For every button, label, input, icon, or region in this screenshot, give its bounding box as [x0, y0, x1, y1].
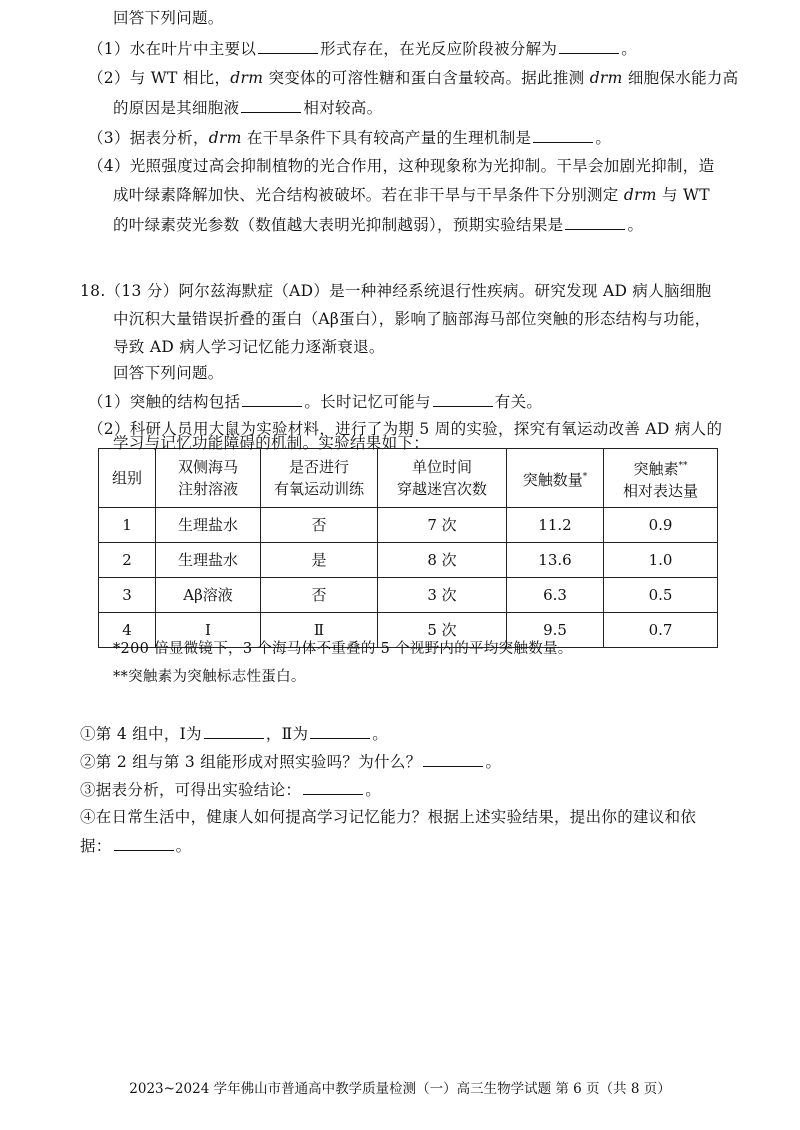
cell-exercise: Ⅱ: [261, 613, 378, 648]
subq-2: [80, 750, 501, 773]
subq-2-text-a: ②第 2 组与第 3 组能形成对照实验吗？为什么？: [80, 753, 422, 771]
table-note-2: [113, 666, 306, 688]
header-syn-star: **: [678, 460, 688, 471]
cell-exercise: 否: [261, 508, 378, 543]
header-syn-line2: 相对表达量: [622, 481, 698, 500]
q18-l4-text: 回答下列问题。: [113, 364, 224, 382]
q17-p1-text-b: 形式存在，在光反应阶段被分解为: [320, 40, 558, 58]
q18-stem-line3: [113, 336, 385, 358]
q18-l2-text: 中沉积大量错误折叠的蛋白（Aβ蛋白），影响了脑部海马部位突触的形态结构与功能，: [113, 310, 711, 328]
subq-4-line2: [80, 834, 191, 857]
cell-exercise: 否: [261, 578, 378, 613]
cell-synaptophysin: 0.9: [604, 508, 718, 543]
page-footer: [0, 1079, 800, 1099]
q18-s1-text-a: （1）突触的结构包括: [88, 393, 241, 411]
subq-3: [80, 778, 381, 801]
q18-sub1: [88, 390, 542, 413]
q18-s1-text-b: 。长时记忆可能与: [304, 393, 431, 411]
q17-part3: [88, 126, 611, 149]
q17-part4-line1: [88, 155, 714, 177]
cell-maze: 7 次: [378, 508, 507, 543]
table-row: [99, 578, 718, 613]
table-note-1-text: *200 倍显微镜下，3 个海马体不重叠的 5 个视野内的平均突触数量。: [113, 641, 573, 657]
q17-p2-drm: drm: [230, 69, 264, 87]
experiment-table: [98, 448, 718, 648]
answer-blank[interactable]: [242, 390, 302, 407]
q18-s1-text-c: 有关。: [494, 393, 543, 411]
q18-stem-line2: [113, 308, 711, 330]
answer-blank[interactable]: [559, 37, 619, 54]
header-syn-line1: 突触素: [633, 459, 679, 478]
header-group-text: 组别: [111, 469, 142, 487]
q17-p2-text-e: 细胞保水能力高: [622, 69, 739, 87]
q17-part2-line2: [113, 96, 382, 119]
cell-synaptophysin: 0.7: [604, 613, 718, 648]
answer-blank[interactable]: [204, 722, 264, 739]
cell-synaptophysin: 1.0: [604, 543, 718, 578]
q17-p4-text-a: （4）光照强度过高会抑制植物的光合作用，这种现象称为光抑制。干旱会加剧光抑制，造: [88, 157, 715, 175]
header-exercise: [261, 449, 378, 508]
table-header-row: [99, 449, 718, 508]
q18-stem-line1: [80, 280, 711, 302]
q17-p2-text-f: 的原因是其细胞液: [113, 99, 240, 117]
subq-1-text-a: ①第 4 组中，Ⅰ为: [80, 725, 202, 743]
answer-blank[interactable]: [241, 96, 301, 113]
cell-solution: 生理盐水: [156, 543, 261, 578]
q18-l1-text: 18.（13 分）阿尔兹海默症（AD）是一种神经系统退行性疾病。研究发现 AD 病人脑细胞: [80, 282, 712, 300]
subq-3-text-a: ③据表分析，可得出实验结论：: [80, 781, 302, 799]
page-footer-text: 2023~2024 学年佛山市普通高中教学质量检测（一）高三生物学试题 第 6 页（共 8 页）: [129, 1081, 671, 1097]
cell-group: 4: [99, 613, 156, 648]
q17-p4-text-d: 与 WT: [656, 186, 710, 204]
table-note-2-text: **突触素为突触标志性蛋白。: [113, 669, 306, 685]
q18-s2-text-b: 学习与记忆功能障碍的机制。实验结果如下：: [113, 434, 430, 452]
answer-blank[interactable]: [533, 126, 593, 143]
header-exercise-line2: 有氧运动训练: [273, 480, 364, 498]
q17-part4-line3: [113, 213, 643, 236]
q17-p3-drm: drm: [208, 129, 242, 147]
header-solution-line1: 双侧海马: [177, 458, 238, 476]
q17-p4-text-f: 。: [627, 216, 644, 234]
cell-solution: 生理盐水: [156, 508, 261, 543]
q18-s2-text-a: （2）科研人员用大鼠为实验材料，进行了为期 5 周的实验，探究有氧运动改善 AD 病人的: [88, 420, 723, 438]
q17-p3-text-c: 在干旱条件下具有较高产量的生理机制是: [241, 129, 532, 147]
cell-solution: Aβ溶液: [156, 578, 261, 613]
cell-group: 1: [99, 508, 156, 543]
table-header: [99, 449, 718, 508]
answer-blank[interactable]: [433, 390, 493, 407]
header-group: [99, 449, 156, 508]
answer-blank[interactable]: [114, 834, 174, 851]
table-body: [99, 508, 718, 648]
answer-blank[interactable]: [258, 37, 318, 54]
header-maze: [378, 449, 507, 508]
cell-synaptophysin: 0.5: [604, 578, 718, 613]
q17-p2-drm2: drm: [589, 69, 623, 87]
cell-maze: 8 次: [378, 543, 507, 578]
cell-group: 3: [99, 578, 156, 613]
cell-synapse: 9.5: [507, 613, 604, 648]
header-exercise-line1: 是否进行: [288, 458, 349, 476]
subq-4-text-c: 。: [175, 837, 192, 855]
q17-p2-text-a: （2）与 WT 相比，: [88, 69, 231, 87]
header-synapse: [507, 449, 604, 508]
subq-1-text-c: 。: [372, 725, 389, 743]
table-row: [99, 543, 718, 578]
q17-p4-drm: drm: [623, 186, 657, 204]
q18-sub2-line2: [113, 432, 429, 454]
q17-p3-text-d: 。: [595, 129, 612, 147]
answer-blank[interactable]: [303, 778, 363, 795]
header-synaptophysin: [604, 449, 718, 508]
cell-synapse: 13.6: [507, 543, 604, 578]
header-maze-line1: 单位时间: [411, 458, 472, 476]
q17-part4-line2: [113, 184, 710, 206]
q17-part1: [88, 37, 637, 60]
answer-blank[interactable]: [565, 213, 625, 230]
cell-synapse: 6.3: [507, 578, 604, 613]
table-note-1: [113, 638, 573, 660]
q18-stem-line4: [113, 362, 224, 384]
subq-1-text-b: ，Ⅱ为: [265, 725, 309, 743]
q17-p3-text-a: （3）据表分析，: [88, 129, 209, 147]
q17-p2-text-g: 相对较高。: [303, 99, 383, 117]
q17-intro-text: 回答下列问题。: [113, 9, 224, 27]
table-row: [99, 508, 718, 543]
answer-blank[interactable]: [423, 750, 483, 767]
header-synapse-star: *: [582, 471, 588, 482]
subq-1: [80, 722, 388, 745]
q17-p4-text-e: 的叶绿素荧光参数（数值越大表明光抑制越弱），预期实验结果是: [113, 216, 564, 234]
subq-4-line1: [80, 806, 696, 828]
q18-l3-text: 导致 AD 病人学习记忆能力逐渐衰退。: [113, 338, 385, 356]
header-solution: [156, 449, 261, 508]
subq-3-text-b: 。: [365, 781, 382, 799]
q17-p2-text-c: 突变体的可溶性糖和蛋白含量较高。据此推测: [263, 69, 590, 87]
q17-p1-text-c: 。: [621, 40, 637, 58]
header-maze-line2: 穿越迷宫次数: [396, 480, 487, 498]
cell-maze: 5 次: [378, 613, 507, 648]
header-synapse-text: 突触数量: [522, 470, 583, 489]
cell-maze: 3 次: [378, 578, 507, 613]
q17-intro: [113, 7, 224, 29]
q17-p4-text-b: 成叶绿素降解加快、光合结构被破坏。若在非干旱与干旱条件下分别测定: [113, 186, 624, 204]
header-solution-line2: 注射溶液: [177, 480, 238, 498]
subq-2-text-b: 。: [485, 753, 502, 771]
cell-solution: Ⅰ: [156, 613, 261, 648]
q17-p1-text-a: （1）水在叶片中主要以: [88, 40, 257, 58]
subq-4-text-b: 据：: [80, 837, 112, 855]
cell-synapse: 11.2: [507, 508, 604, 543]
subq-4-text-a: ④在日常生活中，健康人如何提高学习记忆能力？根据上述实验结果，提出你的建议和依: [80, 808, 697, 826]
q17-part2-line1: [88, 67, 738, 89]
cell-exercise: 是: [261, 543, 378, 578]
answer-blank[interactable]: [310, 722, 370, 739]
cell-group: 2: [99, 543, 156, 578]
